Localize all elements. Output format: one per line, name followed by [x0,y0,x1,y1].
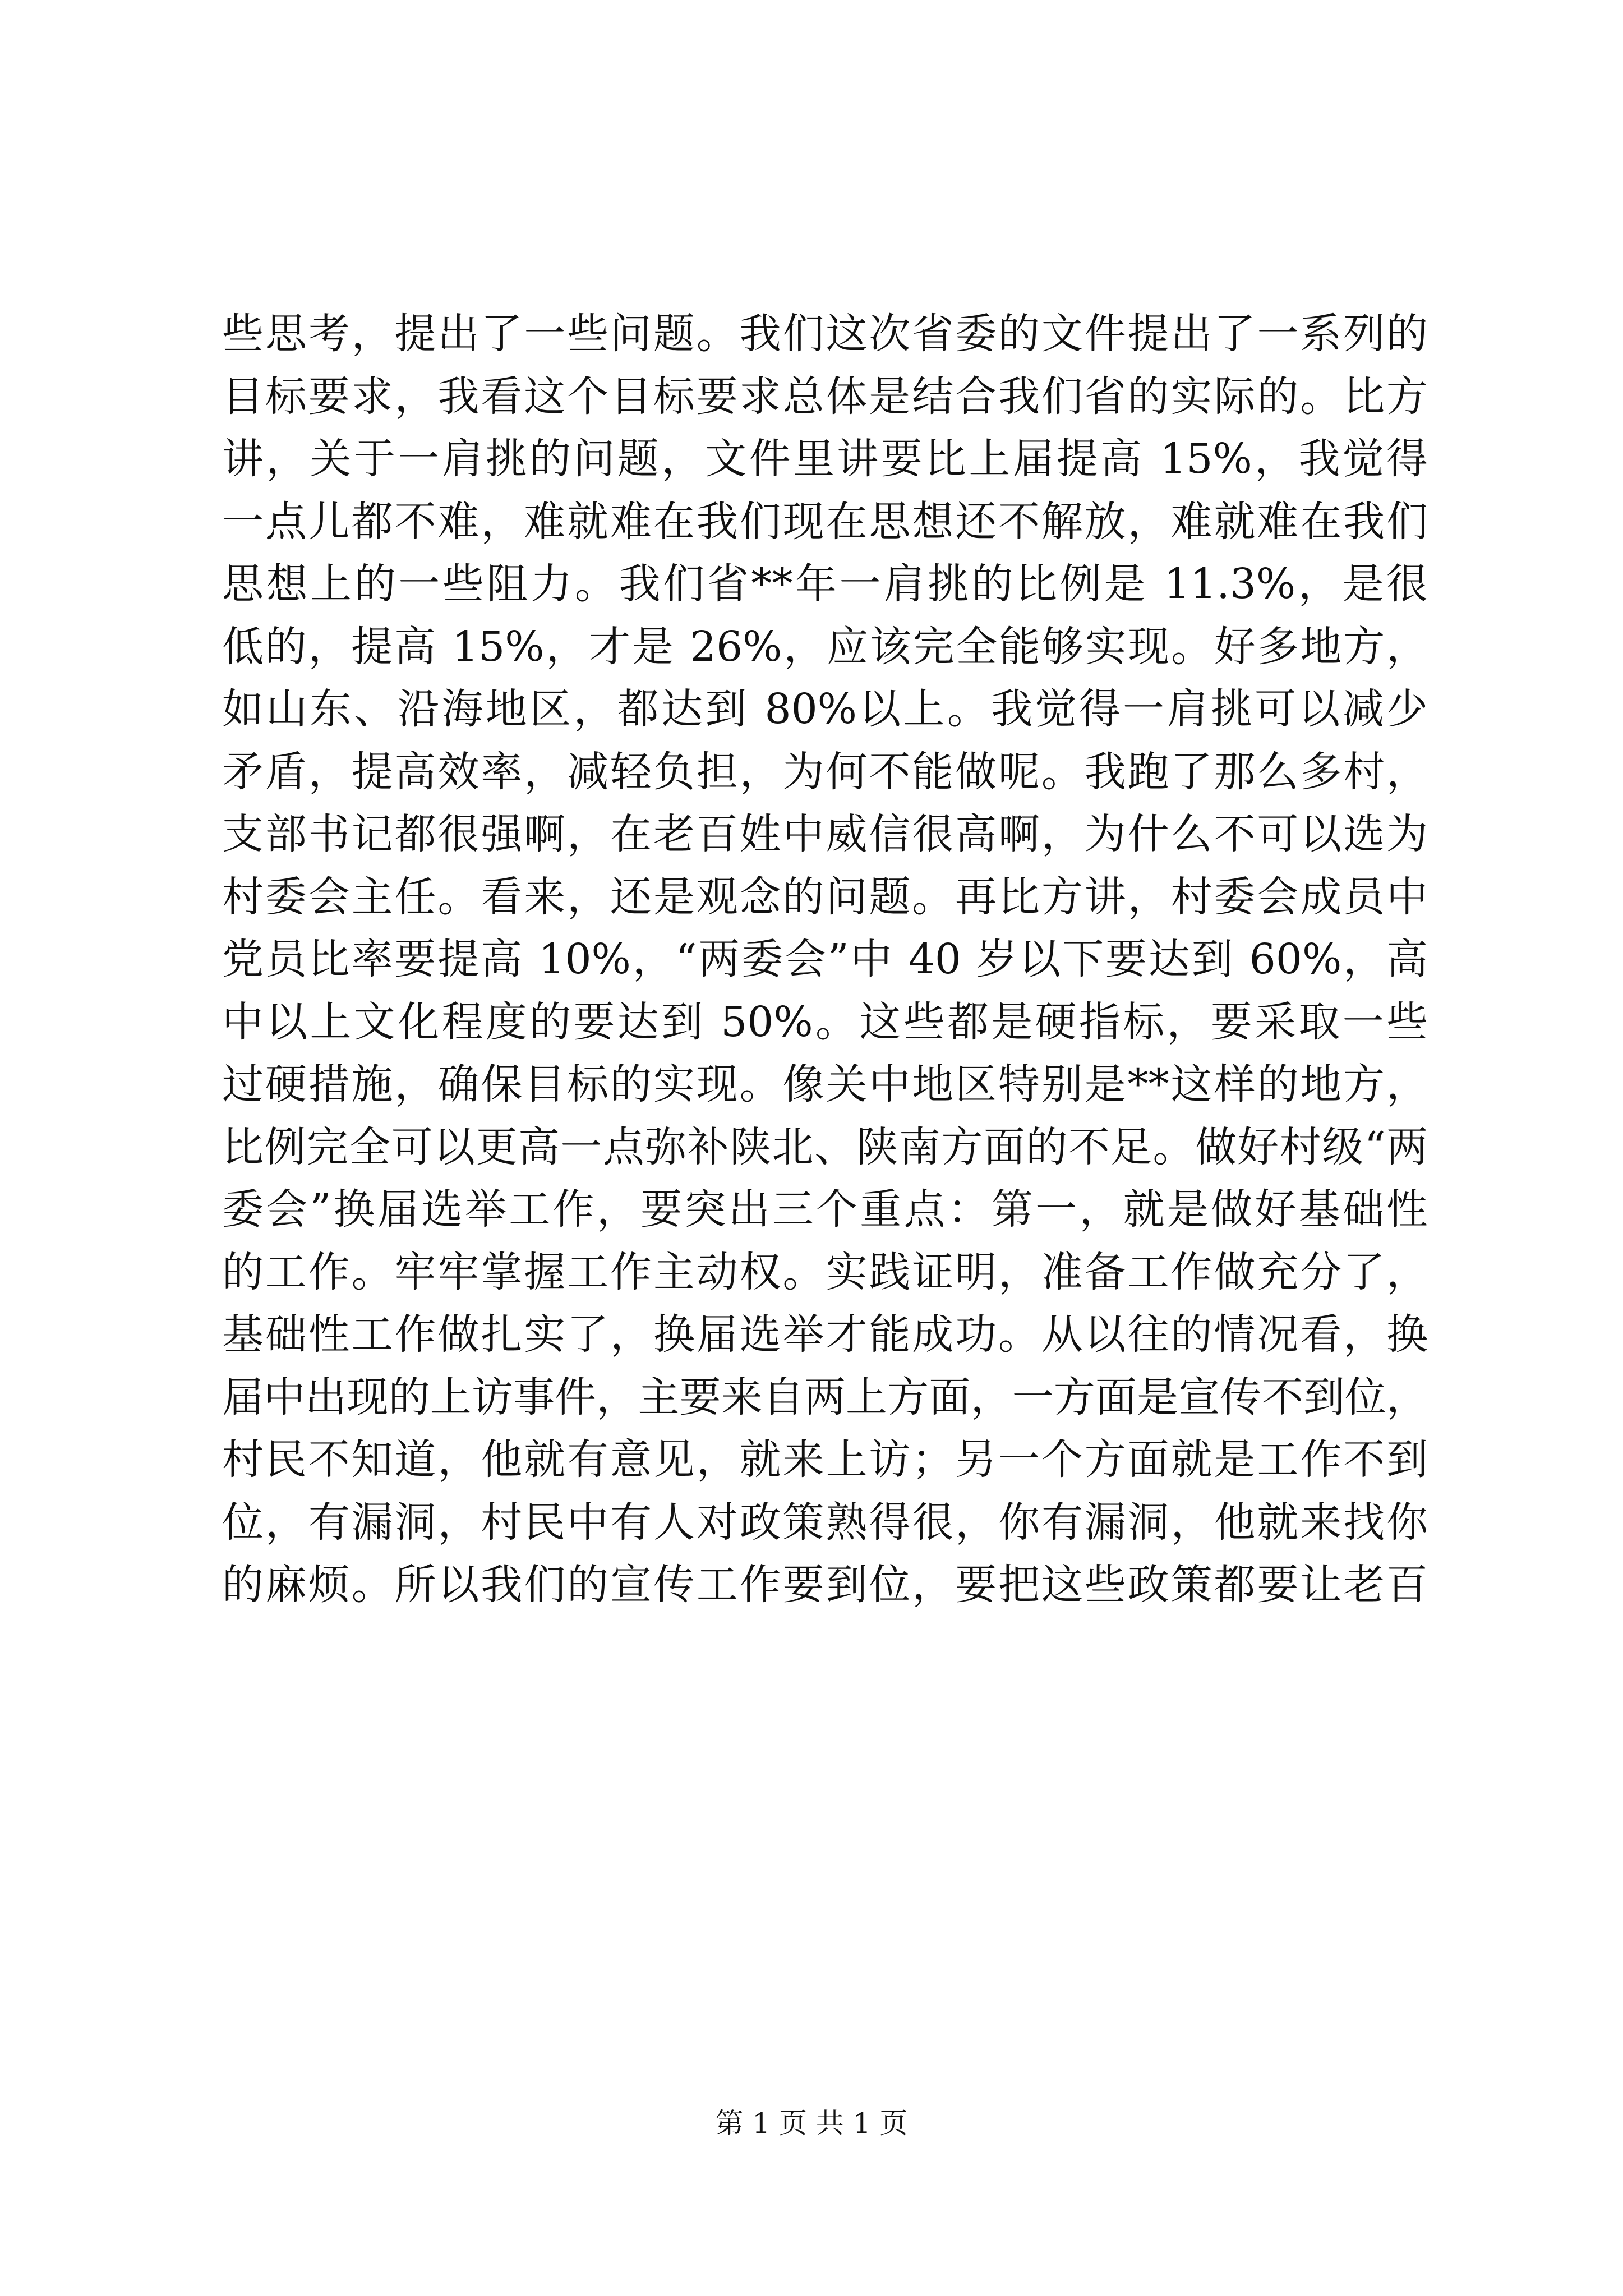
text-line: 些思考，提出了一些问题。我们这次省委的文件提出了一系列的 [222,310,1428,358]
text-line: 思想上的一些阻力。我们省**年一肩挑的比例是 11.3%，是很 [222,560,1428,608]
text-line: 的麻烦。所以我们的宣传工作要到位，要把这些政策都要让老百 [222,1561,1428,1609]
body-text [222,303,1428,1617]
text-line: 过硬措施，确保目标的实现。像关中地区特别是**这样的地方， [222,1060,1428,1108]
text-line: 低的，提高 15%，才是 26%，应该完全能够实现。好多地方， [222,622,1428,671]
text-line: 届中出现的上访事件，主要来自两上方面，一方面是宣传不到位， [222,1373,1428,1421]
page-footer: 第 1 页 共 1 页 [715,2107,908,2139]
text-line: 中以上文化程度的要达到 50%。这些都是硬指标，要采取一些 [222,997,1428,1046]
text-line: 委会”换届选举工作，要突出三个重点：第一，就是做好基础性 [222,1185,1428,1234]
text-line: 的工作。牢牢掌握工作主动权。实践证明，准备工作做充分了， [222,1248,1428,1296]
text-line: 矛盾，提高效率，减轻负担，为何不能做呢。我跑了那么多村， [222,747,1428,796]
text-line: 一点儿都不难，难就难在我们现在思想还不解放，难就难在我们 [222,497,1428,546]
text-line: 讲，关于一肩挑的问题，文件里讲要比上届提高 15%，我觉得 [222,435,1428,483]
text-line: 党员比率要提高 10%，“两委会”中 40 岁以下要达到 60%，高 [222,935,1428,983]
text-line: 村委会主任。看来，还是观念的问题。再比方讲，村委会成员中 [222,872,1428,921]
text-line: 如山东、沿海地区，都达到 80%以上。我觉得一肩挑可以减少 [222,685,1428,733]
text-line: 位，有漏洞，村民中有人对政策熟得很，你有漏洞，他就来找你 [222,1498,1428,1547]
text-line: 目标要求，我看这个目标要求总体是结合我们省的实际的。比方 [222,372,1428,421]
text-line: 基础性工作做扎实了，换届选举才能成功。从以往的情况看，换 [222,1310,1428,1359]
text-line: 比例完全可以更高一点弥补陕北、陕南方面的不足。做好村级“两 [222,1122,1428,1171]
text-line: 支部书记都很强啊，在老百姓中威信很高啊，为什么不可以选为 [222,810,1428,858]
text-line: 村民不知道，他就有意见，就来上访；另一个方面就是工作不到 [222,1435,1428,1484]
